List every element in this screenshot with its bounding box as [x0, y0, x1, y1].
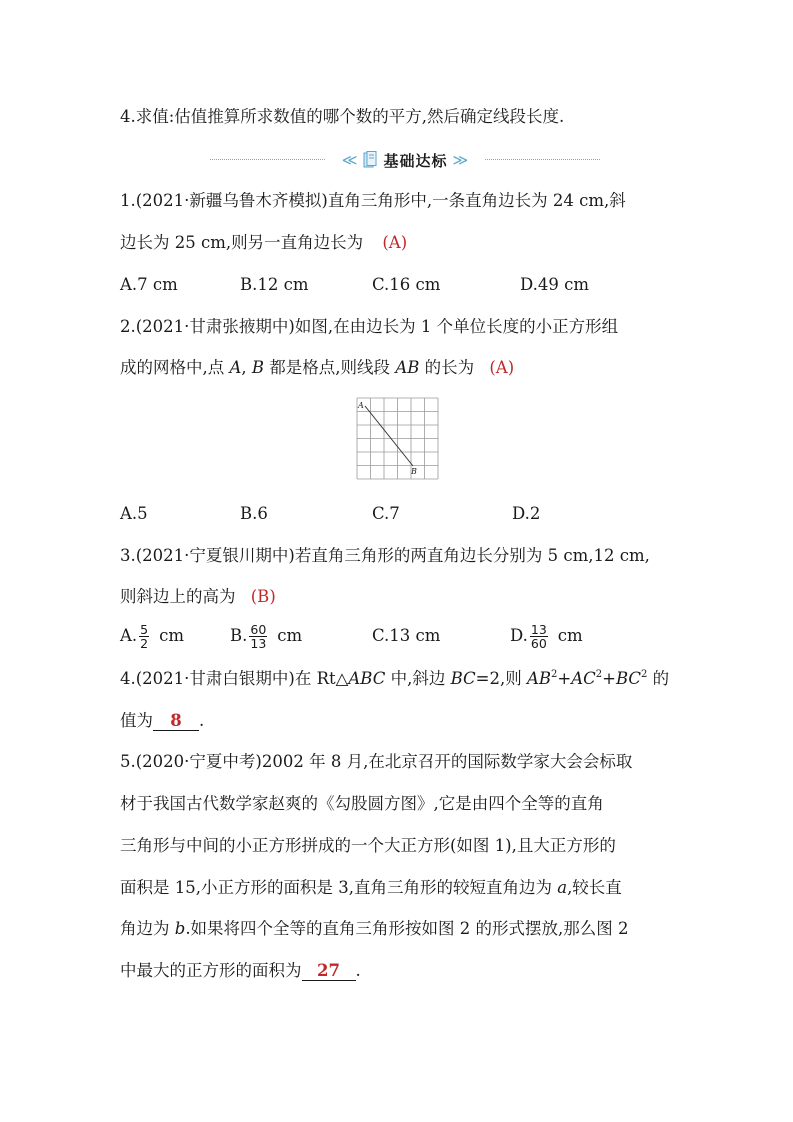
header-rule-right — [485, 159, 600, 160]
q2-option-b: B.6 — [240, 504, 268, 523]
q3-stem: 则斜边上的高为 — [120, 587, 236, 606]
header-rule-left — [210, 159, 325, 160]
q1-line2 — [120, 232, 407, 254]
q1-option-b: B.12 cm — [240, 275, 309, 294]
segment-ab — [365, 406, 413, 466]
q3-option-d: D. $\frac{13}{60}$ cm — [510, 622, 583, 651]
figure-label-b: B — [411, 467, 417, 476]
q2-option-a: A.5 — [120, 504, 148, 523]
q1-option-d: D.49 cm — [520, 275, 590, 294]
section-title-box — [325, 150, 485, 170]
q3-line2 — [120, 586, 276, 608]
q3-line1: 3.(2021·宁夏银川期中)若直角三角形的两直角边长分别为 5 cm,12 cm, — [120, 546, 650, 565]
q1-option-c: C.16 cm — [372, 275, 441, 294]
grid-figure — [353, 396, 439, 480]
q5-line3: 三角形与中间的小正方形拼成的一个大正方形(如图 1),且大正方形的 — [120, 836, 616, 855]
q2-answer: (A) — [489, 358, 515, 377]
q5-line4: 面积是 15,小正方形的面积是 3,直角三角形的较短直角边为 a,较长直 — [120, 878, 622, 897]
q2-option-d: D.2 — [512, 504, 541, 523]
section-title: 基础达标 — [383, 151, 448, 170]
q2-line2: 成的网格中,点 A, B 都是格点,则线段 AB 的长为 (A) — [120, 358, 515, 377]
point-b-label: B — [251, 358, 265, 377]
q4-line2: 值为 8 . — [120, 711, 205, 730]
q3-answer: (B) — [250, 587, 276, 606]
q1-option-a: A.7 cm — [120, 275, 178, 294]
q4-line1: 4.(2021·甘肃白银期中)在 Rt△ABC 中,斜边 BC=2,则 $AB^2+AC^2+BC^2$ 的 — [120, 669, 670, 688]
q5-answer-blank: 27 — [302, 962, 356, 981]
q5-line6: 中最大的正方形的面积为 27 . — [120, 961, 361, 980]
double-chevron-right-icon: ≫ — [452, 151, 469, 169]
fraction: $\frac{5}{2}$ — [140, 622, 149, 651]
q5-line5: 角边为 b.如果将四个全等的直角三角形按如图 2 的形式摆放,那么图 2 — [120, 919, 629, 938]
intro-line: 4.求值:估值推算所求数值的哪个数的平方,然后确定线段长度. — [120, 107, 565, 126]
q5-line1: 5.(2020·宁夏中考)2002 年 8 月,在北京召开的国际数学家大会会标取 — [120, 752, 633, 771]
figure-label-a: A — [358, 401, 364, 410]
q4-answer-blank: 8 — [153, 712, 199, 731]
q1-line1: 1.(2021·新疆乌鲁木齐模拟)直角三角形中,一条直角边长为 24 cm,斜 — [120, 191, 626, 210]
book-icon — [362, 151, 378, 169]
segment-ab-label: AB — [395, 358, 420, 377]
q1-stem: 边长为 25 cm,则另一直角边长为 — [120, 233, 364, 252]
double-chevron-left-icon: ≪ — [341, 151, 358, 169]
point-a-label: A — [229, 358, 242, 377]
section-header — [210, 150, 600, 170]
fraction: $\frac{13}{60}$ — [530, 622, 547, 651]
q2-line1: 2.(2021·甘肃张掖期中)如图,在由边长为 1 个单位长度的小正方形组 — [120, 317, 619, 336]
q3-option-a: A. $\frac{5}{2}$ cm — [120, 622, 185, 651]
q3-option-c: C.13 cm — [372, 626, 441, 645]
fraction: $\frac{60}{13}$ — [250, 622, 267, 651]
q1-answer: (A) — [382, 233, 408, 252]
q3-option-b: B. $\frac{60}{13}$ cm — [230, 622, 303, 651]
q5-line2: 材于我国古代数学家赵爽的《勾股圆方图》,它是由四个全等的直角 — [120, 794, 604, 813]
q2-option-c: C.7 — [372, 504, 400, 523]
